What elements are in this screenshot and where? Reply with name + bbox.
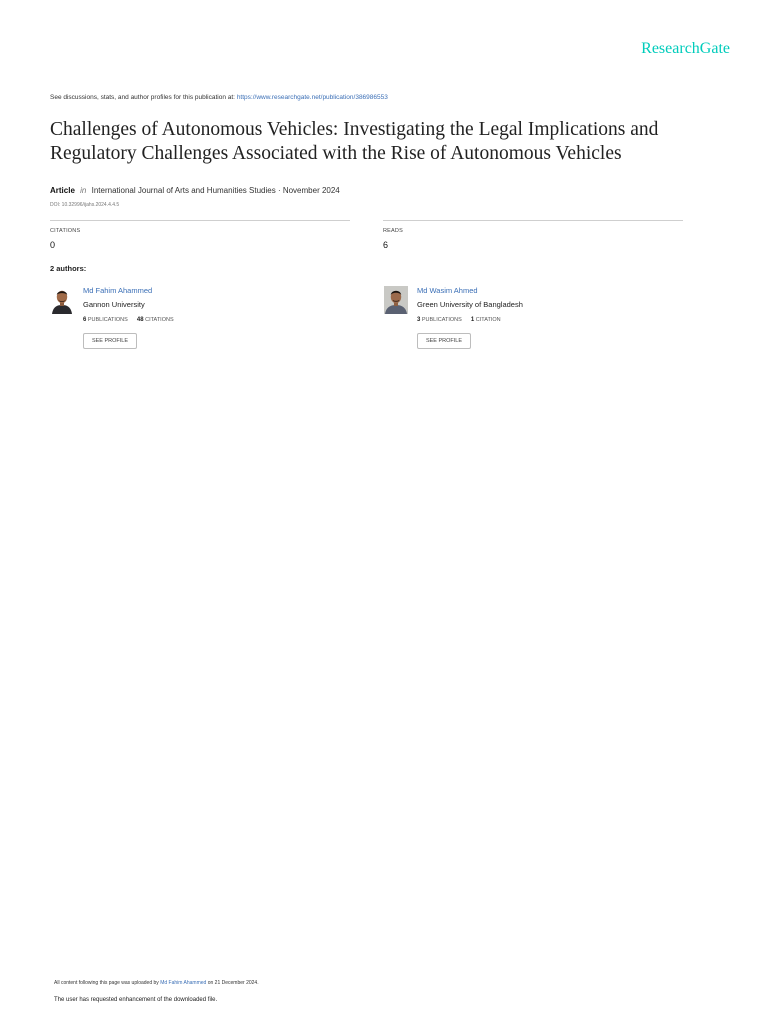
author-publications-count: 6 xyxy=(83,317,87,323)
author-citations-count: 1 xyxy=(470,317,475,323)
author-name-link[interactable]: Md Wasim Ahmed xyxy=(417,286,478,295)
author-stats xyxy=(83,317,174,323)
journal-date: International Journal of Arts and Humanities Studies · November 2024 xyxy=(91,186,340,195)
author-affiliation: Gannon University xyxy=(83,300,145,309)
author-stats xyxy=(417,317,501,323)
reads-label: READS xyxy=(383,228,403,234)
author-publications-label: PUBLICATIONS xyxy=(87,317,128,323)
see-profile-button[interactable]: SEE PROFILE xyxy=(83,333,137,349)
author-avatar[interactable] xyxy=(384,286,408,314)
reads-value: 6 xyxy=(383,240,389,250)
author-publications-count: 3 xyxy=(417,317,421,323)
reads-stat xyxy=(383,220,683,250)
authors-heading: 2 authors: xyxy=(50,264,87,273)
author-affiliation: Green University of Bangladesh xyxy=(417,300,523,309)
publication-type: Article xyxy=(50,186,75,195)
upload-prefix: All content following this page was uploaded by xyxy=(54,980,159,986)
citations-label: CITATIONS xyxy=(50,228,81,234)
discussion-prefix: See discussions, stats, and author profiles for this publication at: xyxy=(50,94,235,101)
author-citations-count: 48 xyxy=(136,317,144,323)
doi: DOI: 10.32996/ijahs.2024.4.4.5 xyxy=(50,202,120,208)
see-profile-button[interactable]: SEE PROFILE xyxy=(417,333,471,349)
in-label: in xyxy=(80,186,87,195)
author-citations-label: CITATION xyxy=(475,317,501,323)
author-publications-label: PUBLICATIONS xyxy=(421,317,462,323)
publication-url-link[interactable]: https://www.researchgate.net/publication/386986553 xyxy=(236,94,388,101)
discussion-line xyxy=(50,94,388,101)
enhancement-note: The user has requested enhancement of the downloaded file. xyxy=(54,997,218,1003)
publication-meta xyxy=(50,186,340,195)
researchgate-logo[interactable]: ResearchGate xyxy=(641,40,730,57)
uploader-link[interactable]: Md Fahim Ahammed xyxy=(160,980,207,986)
citations-value: 0 xyxy=(50,240,56,250)
author-card xyxy=(384,286,684,356)
author-name-link[interactable]: Md Fahim Ahammed xyxy=(83,286,153,295)
author-citations-label: CITATIONS xyxy=(145,317,174,323)
author-avatar[interactable] xyxy=(50,286,74,314)
author-card xyxy=(50,286,350,356)
citations-stat xyxy=(50,220,350,250)
upload-suffix: on 21 December 2024. xyxy=(207,980,259,986)
publication-title: Challenges of Autonomous Vehicles: Investigating the Legal Implications and Regulatory Challenges Associated with the Rise of Autonomous Vehicles xyxy=(50,119,659,164)
upload-note xyxy=(54,980,259,986)
